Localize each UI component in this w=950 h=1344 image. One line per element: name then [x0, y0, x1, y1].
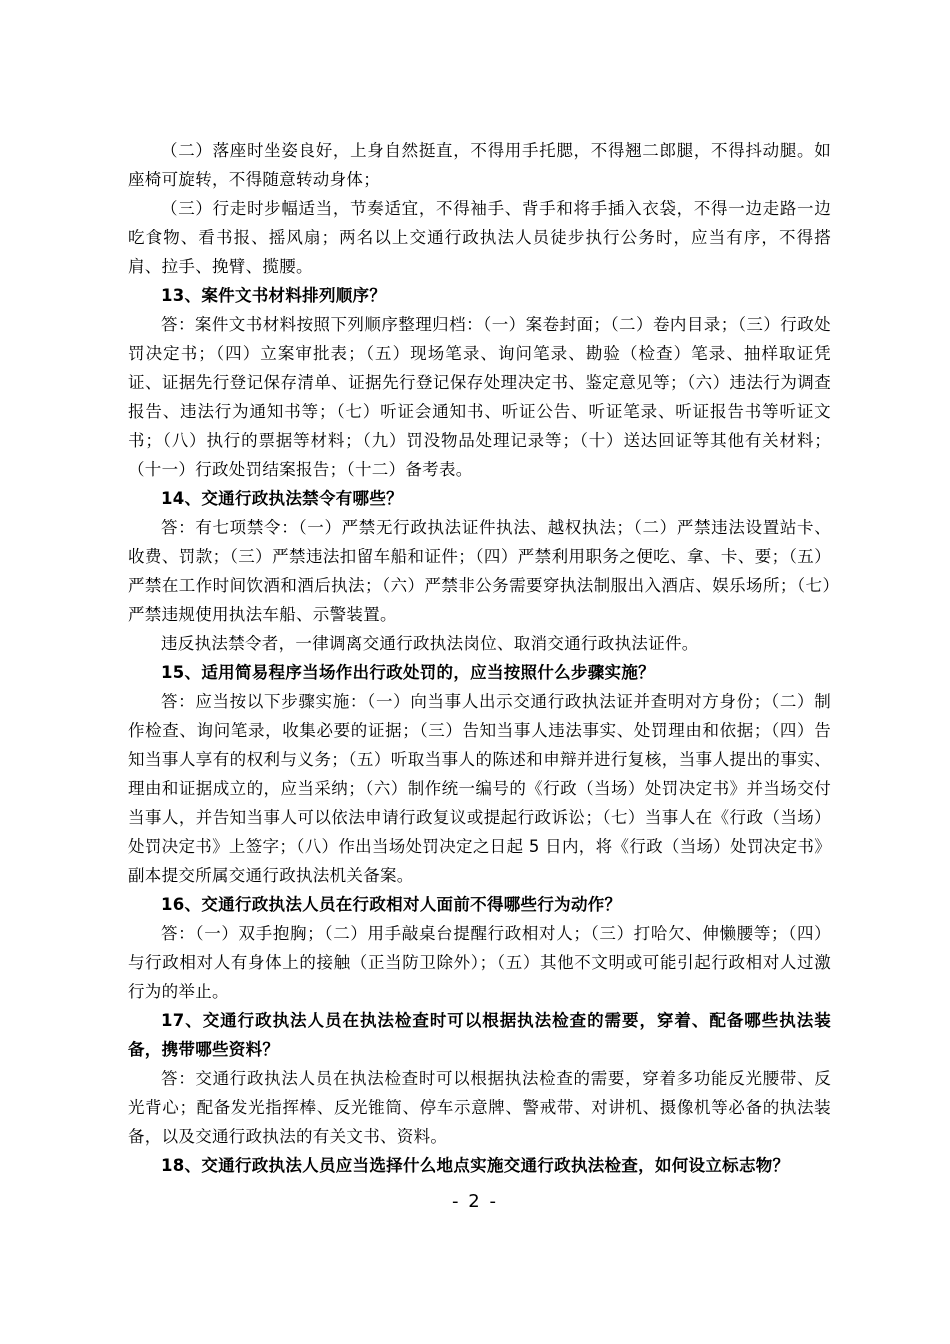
answer-paragraph: 答：应当按以下步骤实施：（一）向当事人出示交通行政执法证并查明对方身份；（二）制作检查、询问笔录，收集必要的证据；（三）告知当事人违法事实、处罚理由和依据；（四）告知当事人享有的权利与义务；（五）听取当事人的陈述和申辩并进行复核，当事人提出的事实、理由和证据成立的，应当采纳；（六）制作统一编号的《行政（当场）处罚决定书》并当场交付当事人，并告知当事人可以依法申请行政复议或提起行政诉讼；（七）当事人在《行政（当场）处罚决定书》上签字；（八）作出当场处罚决定之日起 5 日内，将《行政（当场）处罚决定书》副本提交所属交通行政执法机关备案。 — [128, 692, 831, 885]
page-number: - 2 - — [452, 1191, 498, 1212]
answer-paragraph: 答：交通行政执法人员在执法检查时可以根据执法检查的需要，穿着多功能反光腰带、反光背心；配备发光指挥棒、反光锥筒、停车示意牌、警戒带、对讲机、摄像机等必备的执法装备，以及交通行政执法的有关文书、资料。 — [128, 1069, 831, 1146]
paragraph: （二）落座时坐姿良好，上身自然挺直，不得用手托腮，不得翘二郎腿，不得抖动腿。如座椅可旋转，不得随意转动身体； — [128, 141, 831, 189]
paragraph: 违反执法禁令者，一律调离交通行政执法岗位、取消交通行政执法证件。 — [161, 634, 699, 653]
question-heading: 15、适用简易程序当场作出行政处罚的，应当按照什么步骤实施？ — [161, 663, 655, 682]
paragraph: （三）行走时步幅适当，节奏适宜，不得袖手、背手和将手插入衣袋，不得一边走路一边吃食物、看书报、摇风扇；两名以上交通行政执法人员徒步执行公务时，应当有序，不得搭肩、拉手、挽臂、揽腰。 — [128, 199, 831, 276]
answer-paragraph: 答：有七项禁令：（一）严禁无行政执法证件执法、越权执法；（二）严禁违法设置站卡、收费、罚款；（三）严禁违法扣留车船和证件；（四）严禁利用职务之便吃、拿、卡、要；（五）严禁在工作时间饮酒和酒后执法；（六）严禁非公务需要穿执法制服出入酒店、娱乐场所；（七）严禁违规使用执法车船、示警装置。 — [128, 518, 831, 624]
question-heading: 14、交通行政执法禁令有哪些？ — [161, 489, 403, 508]
question-heading: 13、案件文书材料排列顺序？ — [161, 286, 387, 305]
question-heading: 18、交通行政执法人员应当选择什么地点实施交通行政执法检查，如何设立标志物？ — [161, 1156, 790, 1175]
document-body — [128, 136, 831, 1180]
answer-paragraph: 答：（一）双手抱胸；（二）用手敲桌台提醒行政相对人；（三）打哈欠、伸懒腰等；（四）与行政相对人有身体上的接触（正当防卫除外）；（五）其他不文明或可能引起行政相对人过激行为的举止。 — [128, 924, 831, 1001]
question-heading: 16、交通行政执法人员在行政相对人面前不得哪些行为动作？ — [161, 895, 622, 914]
question-heading: 17、交通行政执法人员在执法检查时可以根据执法检查的需要，穿着、配备哪些执法装备，携带哪些资料？ — [128, 1011, 831, 1059]
answer-paragraph: 答：案件文书材料按照下列顺序整理归档：（一）案卷封面；（二）卷内目录；（三）行政处罚决定书；（四）立案审批表；（五）现场笔录、询问笔录、勘验（检查）笔录、抽样取证凭证、证据先行登记保存清单、证据先行登记保存处理决定书、鉴定意见等；（六）违法行为调查报告、违法行为通知书等；（七）听证会通知书、听证公告、听证笔录、听证报告书等听证文书；（八）执行的票据等材料；（九）罚没物品处理记录等；（十）送达回证等其他有关材料；（十一）行政处罚结案报告；（十二）备考表。 — [128, 315, 831, 479]
